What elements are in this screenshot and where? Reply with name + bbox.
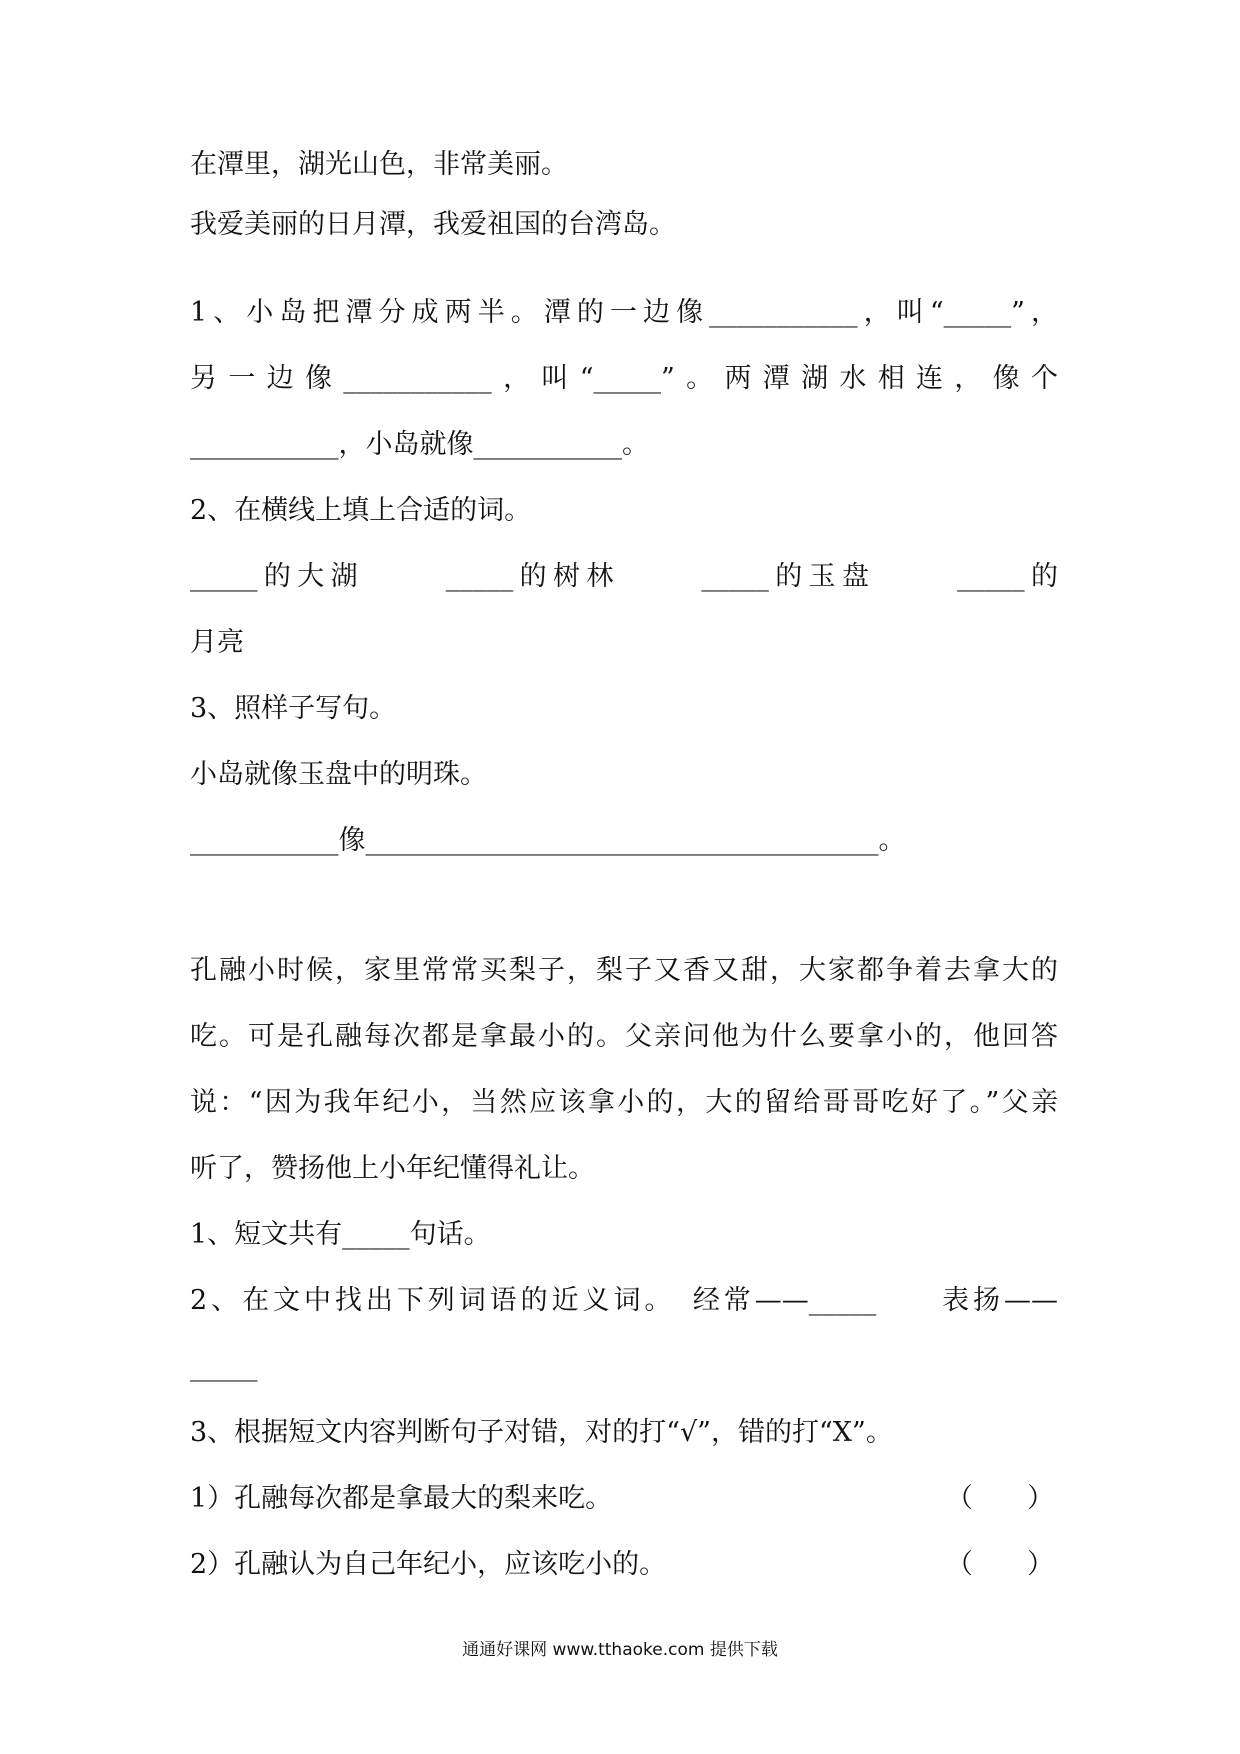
question2-prompt: 2、在横线上填上合适的词。 bbox=[190, 495, 532, 526]
passage1-line1: 在潭里，湖光山色，非常美丽。 bbox=[190, 149, 568, 180]
judgement-item-2-answer-box: （ ） bbox=[946, 1549, 1054, 1580]
question2-blanks: _____的大湖 _____的树林 _____的玉盘 _____的 bbox=[190, 561, 1058, 592]
passage2-line3: 说：“因为我年纪小，当然应该拿小的，大的留给哥哥吃好了。”父亲 bbox=[190, 1087, 1058, 1118]
passage2-line2: 吃。可是孔融每次都是拿最小的。父亲问他为什么要拿小的，他回答 bbox=[190, 1021, 1058, 1052]
question2-2-line1: 2、在文中找出下列词语的近义词。 经常——_____ 表扬—— bbox=[190, 1285, 1058, 1316]
question3-blank-sentence: ___________像______________________________________。 bbox=[190, 825, 906, 856]
question1-line3: ___________，小岛就像___________。 bbox=[190, 429, 649, 460]
question3-example: 小岛就像玉盘中的明珠。 bbox=[190, 759, 487, 790]
footer-text: 通通好课网 www.tthaoke.com 提供下载 bbox=[462, 1640, 778, 1660]
question2-2-line2: _____ bbox=[190, 1351, 258, 1382]
question1-line2: 另一边像___________，叫“_____”。两潭湖水相连，像个 bbox=[190, 363, 1058, 394]
question2-1: 1、短文共有_____句话。 bbox=[190, 1219, 491, 1250]
passage2-line4: 听了，赞扬他上小年纪懂得礼让。 bbox=[190, 1153, 595, 1184]
question3-prompt: 3、照样子写句。 bbox=[190, 693, 397, 724]
judgement-item-1-answer-box: （ ） bbox=[946, 1483, 1054, 1514]
question2-continuation: 月亮 bbox=[190, 627, 244, 658]
judgement-item-1: 1）孔融每次都是拿最大的梨来吃。 bbox=[190, 1483, 613, 1514]
judgement-item-2: 2）孔融认为自己年纪小，应该吃小的。 bbox=[190, 1549, 667, 1580]
passage2-line1: 孔融小时候，家里常常买梨子，梨子又香又甜，大家都争着去拿大的 bbox=[190, 955, 1058, 986]
question2-3-prompt: 3、根据短文内容判断句子对错，对的打“√”，错的打“X”。 bbox=[190, 1417, 893, 1448]
question1-line1: 1、小岛把潭分成两半。潭的一边像___________，叫“_____”， bbox=[190, 297, 1058, 328]
passage1-line2: 我爱美丽的日月潭，我爱祖国的台湾岛。 bbox=[190, 209, 676, 240]
